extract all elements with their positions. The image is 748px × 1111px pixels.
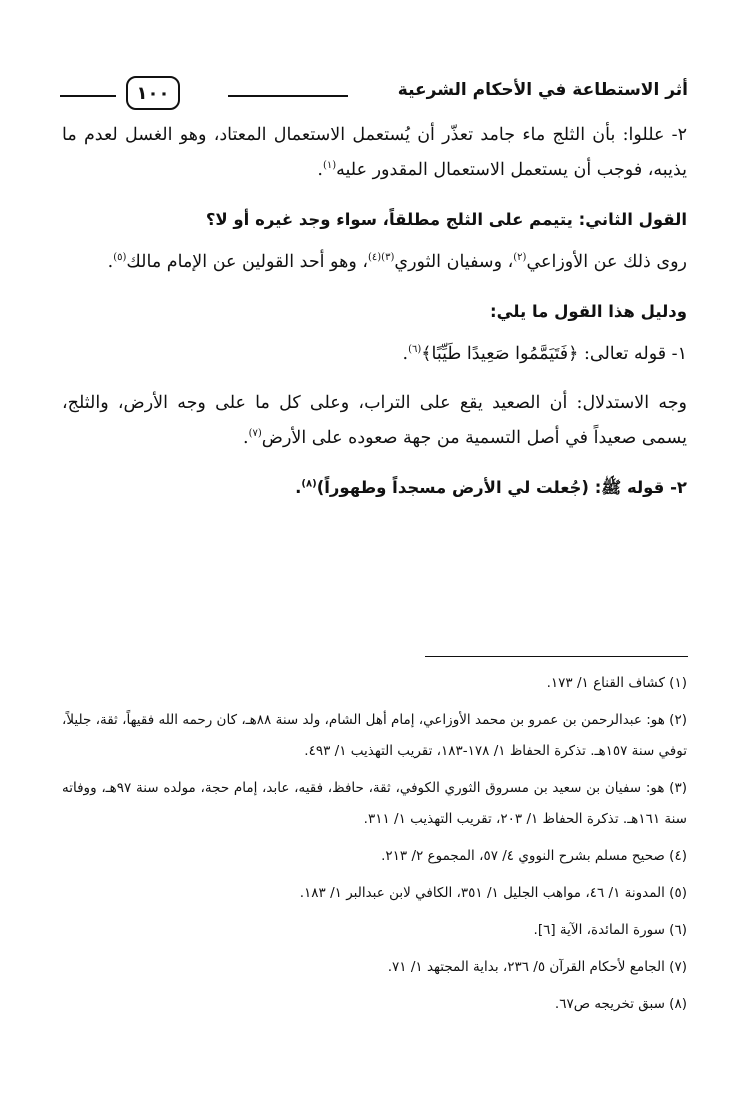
text-run: وجه الاستدلال: أن الصعيد يقع على التراب، وعلى كل ما على وجه الأرض، والثلج، يسمى صعيداً في أصل التسمية من جهة صعوده على الأرض xyxy=(62,393,687,448)
footnote-ref: (٧) xyxy=(248,428,262,440)
footnote: (٢) هو: عبدالرحمن بن عمرو بن محمد الأوزاعي، إمام أهل الشام، ولد سنة ٨٨هـ، كان رحمه الله فقيهاً، ثقة، جليلاً، توفي سنة ١٥٧هـ. تذكرة الحفاظ ١/ ١٧٨-١٨٣، تقريب التهذيب ١/ ٤٩٣. xyxy=(62,712,687,759)
section-heading: القول الثاني: يتيمم على الثلج مطلقاً، سواء وجد غيره أو لا؟ xyxy=(205,210,687,229)
footnote: (٨) سبق تخريجه ص٦٧. xyxy=(554,996,687,1012)
footnotes xyxy=(62,668,687,1026)
quran-quote: ١- قوله تعالى: ﴿فَتَيَمَّمُوا صَعِيدًا طَيِّبًا﴾ xyxy=(421,344,687,364)
footnote: (٣) هو: سفيان بن سعيد بن مسروق الثوري الكوفي، ثقة، حافظ، فقيه، عابد، إمام حجة، مولده سنة ٩٧هـ، ووفاته سنة ١٦١هـ. تذكرة الحفاظ ١/ ٢٠٣، تقريب التهذيب ١/ ٣١١. xyxy=(62,780,687,827)
footnote: (٦) سورة المائدة، الآية [٦]. xyxy=(533,922,687,938)
footnote-ref: (١) xyxy=(322,160,337,172)
page-number: ١٠٠ xyxy=(126,76,180,110)
text-run: ، وسفيان الثوري xyxy=(394,252,514,272)
header-rule xyxy=(228,95,348,97)
footnote: (٧) الجامع لأحكام القرآن ٥/ ٢٣٦، بداية المجتهد ١/ ٧١. xyxy=(387,959,687,975)
page-header xyxy=(60,74,688,114)
paragraph: ١- قوله تعالى: ﴿فَتَيَمَّمُوا صَعِيدًا طَيِّبًا﴾$^{(٦)}$. xyxy=(402,344,687,364)
paragraph: روى ذلك عن الأوزاعي$^{(٢)}$، وسفيان الثوري$^{(٣)(٤)}$، وهو أحد القولين عن الإمام مالك$^{(٥)}$. xyxy=(107,252,687,272)
paragraph: ٢- قوله ﷺ: (جُعلت لي الأرض مسجداً وطهوراً)$^{(٨)}$. xyxy=(295,478,687,497)
text-run: ٢- عللوا: بأن الثلج ماء جامد تعذّر أن يُستعمل الاستعمال المعتاد، وهو الغسل لعدم ما يذيبه، فوجب أن يستعمل الاستعمال المقدور عليه xyxy=(62,125,687,180)
footnote: (٤) صحيح مسلم بشرح النووي ٤/ ٥٧، المجموع ٢/ ٢١٣. xyxy=(381,848,687,864)
hadith-quote: ٢- قوله ﷺ: (جُعلت لي الأرض مسجداً وطهوراً) xyxy=(316,478,687,497)
text-run: ، وهو أحد القولين عن الإمام مالك xyxy=(126,252,368,272)
footnote-separator xyxy=(425,656,688,657)
main-text xyxy=(62,118,687,519)
paragraph: ٢- عللوا: بأن الثلج ماء جامد تعذّر أن يُستعمل الاستعمال المعتاد، وهو الغسل لعدم ما يذيبه، فوجب أن يستعمل الاستعمال المقدور عليه$^{(١)}$. xyxy=(62,125,687,180)
footnote-ref: (٢) xyxy=(513,252,527,264)
footnote-ref: (٦) xyxy=(408,344,422,356)
footnote-ref: (٨) xyxy=(301,478,317,490)
footnote: (٥) المدونة ١/ ٤٦، مواهب الجليل ١/ ٣٥١، الكافي لابن عبدالبر ١/ ١٨٣. xyxy=(299,885,687,901)
running-title: أثر الاستطاعة في الأحكام الشرعية xyxy=(397,80,688,100)
paragraph: وجه الاستدلال: أن الصعيد يقع على التراب، وعلى كل ما على وجه الأرض، والثلج، يسمى صعيداً في أصل التسمية من جهة صعوده على الأرض$^{(٧)}$. xyxy=(62,393,687,448)
subheading: ودليل هذا القول ما يلي: xyxy=(489,302,687,321)
footnote-ref: (٣)(٤) xyxy=(368,252,395,264)
footnote-ref: (٥) xyxy=(113,252,127,264)
footnote: (١) كشاف القناع ١/ ١٧٣. xyxy=(546,675,687,691)
header-rule xyxy=(60,95,116,97)
text-run: روى ذلك عن الأوزاعي xyxy=(526,252,687,272)
